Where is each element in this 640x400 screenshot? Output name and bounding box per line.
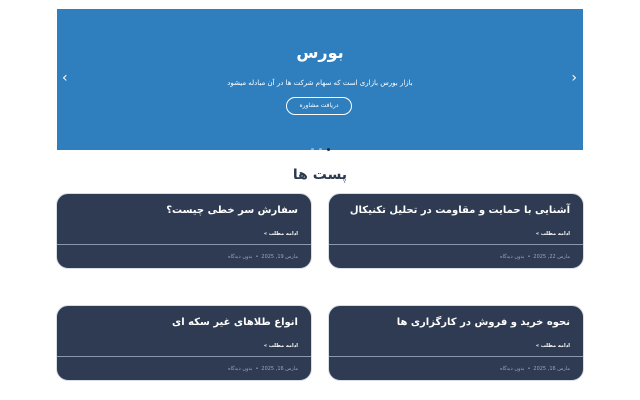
card-divider <box>57 356 311 357</box>
slider-dot-active[interactable] <box>327 148 330 151</box>
hero-description: بازار بورس بازاری است که سهام شرکت ها در آن مبادله میشود <box>227 79 413 87</box>
hero-slider <box>57 9 583 150</box>
post-comments[interactable]: بدون دیدگاه <box>499 366 525 372</box>
card-divider <box>329 244 583 245</box>
read-more-link[interactable]: ادامه مطلب » <box>263 231 298 237</box>
post-comments[interactable]: بدون دیدگاه <box>227 254 253 260</box>
post-title[interactable]: آشنایی با حمایت و مقاومت در تحلیل تکنیکال <box>349 205 570 216</box>
post-card[interactable] <box>56 193 312 269</box>
post-title[interactable]: نحوه خرید و فروش در کارگزاری ها <box>396 317 570 328</box>
slider-dots <box>57 148 583 151</box>
chevron-right-icon[interactable]: › <box>571 70 577 86</box>
meta-separator: • <box>255 366 259 372</box>
post-date: مارس 16, 2025 <box>261 366 298 372</box>
posts-section-title: پست ها <box>292 167 348 183</box>
post-title[interactable]: سفارش سر خطی چیست؟ <box>166 205 298 216</box>
slider-dot[interactable] <box>319 148 322 151</box>
post-card[interactable] <box>56 305 312 381</box>
post-card[interactable] <box>328 305 584 381</box>
chevron-left-icon[interactable]: ‹ <box>62 70 68 86</box>
consultation-button[interactable]: دریافت مشاوره <box>286 97 352 115</box>
post-date: مارس 22, 2025 <box>533 254 570 260</box>
post-comments[interactable]: بدون دیدگاه <box>499 254 525 260</box>
post-date: مارس 19, 2025 <box>261 254 298 260</box>
post-meta <box>500 253 570 261</box>
post-title[interactable]: انواع طلاهای غیر سکه ای <box>172 317 298 328</box>
post-meta <box>228 365 298 373</box>
meta-separator: • <box>527 366 531 372</box>
read-more-link[interactable]: ادامه مطلب » <box>263 343 298 349</box>
card-divider <box>57 244 311 245</box>
post-meta <box>228 253 298 261</box>
read-more-link[interactable]: ادامه مطلب » <box>535 231 570 237</box>
post-meta <box>500 365 570 373</box>
read-more-link[interactable]: ادامه مطلب » <box>535 343 570 349</box>
hero-title: بورس <box>296 43 344 62</box>
slider-dot[interactable] <box>311 148 314 151</box>
meta-separator: • <box>527 254 531 260</box>
post-card[interactable] <box>328 193 584 269</box>
card-divider <box>329 356 583 357</box>
meta-separator: • <box>255 254 259 260</box>
post-comments[interactable]: بدون دیدگاه <box>227 366 253 372</box>
post-date: مارس 16, 2025 <box>533 366 570 372</box>
